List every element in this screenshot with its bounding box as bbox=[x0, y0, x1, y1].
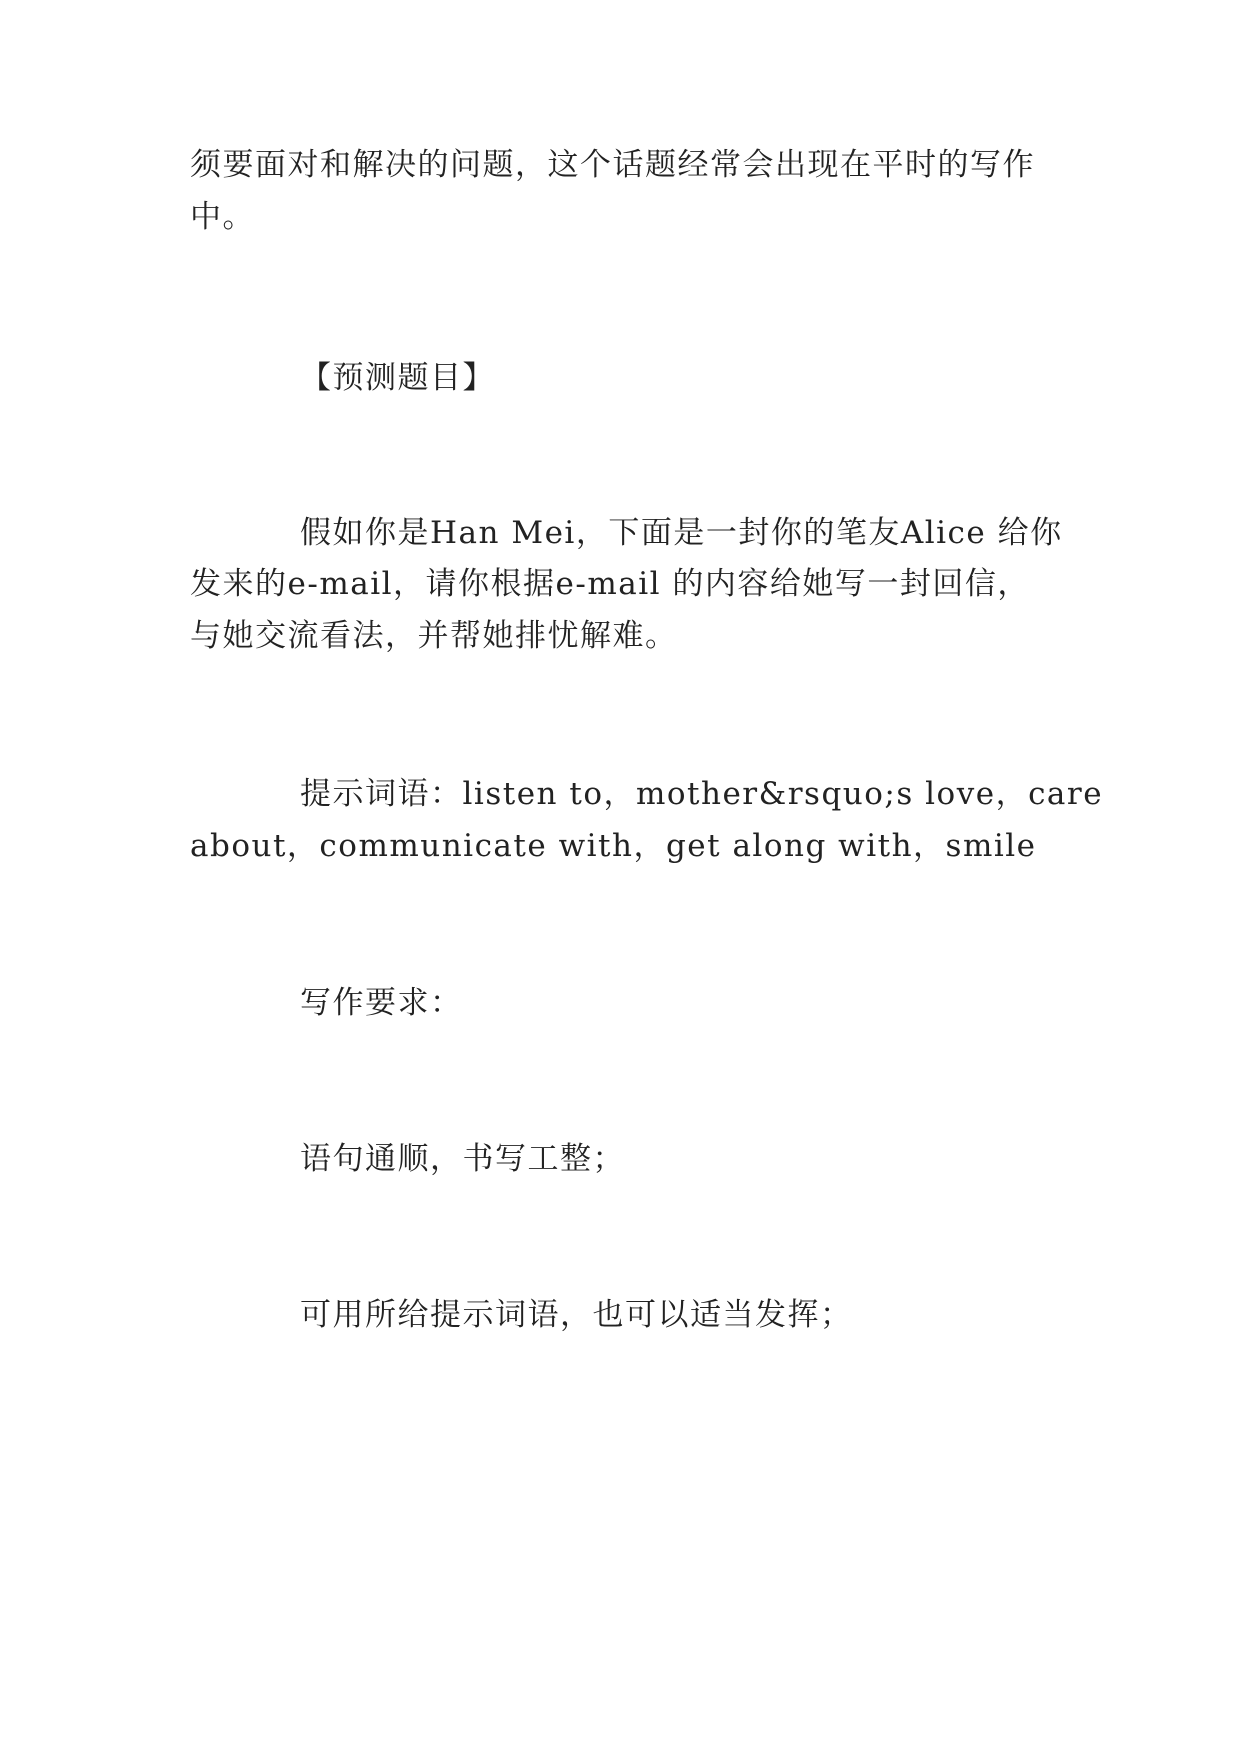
task-line-3: 与她交流看法，并帮她排忧解难。 bbox=[190, 618, 678, 654]
section-heading: 【预测题目】 bbox=[300, 360, 495, 396]
hint-words-line-2: about，communicate with，get along with，smile bbox=[190, 828, 1037, 864]
hint-words-line-1: 提示词语：listen to，mother&rsquo;s love，care bbox=[300, 776, 1104, 812]
requirement-item-1: 语句通顺，书写工整； bbox=[300, 1141, 625, 1177]
requirements-label: 写作要求： bbox=[300, 985, 463, 1021]
intro-line-2: 中。 bbox=[190, 199, 255, 235]
intro-line-1: 须要面对和解决的问题，这个话题经常会出现在平时的写作 bbox=[190, 147, 1035, 183]
task-line-2: 发来的e-mail，请你根据e-mail 的内容给她写一封回信， bbox=[190, 566, 1030, 602]
task-line-1: 假如你是Han Mei，下面是一封你的笔友Alice 给你 bbox=[300, 515, 1063, 551]
requirement-item-2: 可用所给提示词语，也可以适当发挥； bbox=[300, 1297, 853, 1333]
